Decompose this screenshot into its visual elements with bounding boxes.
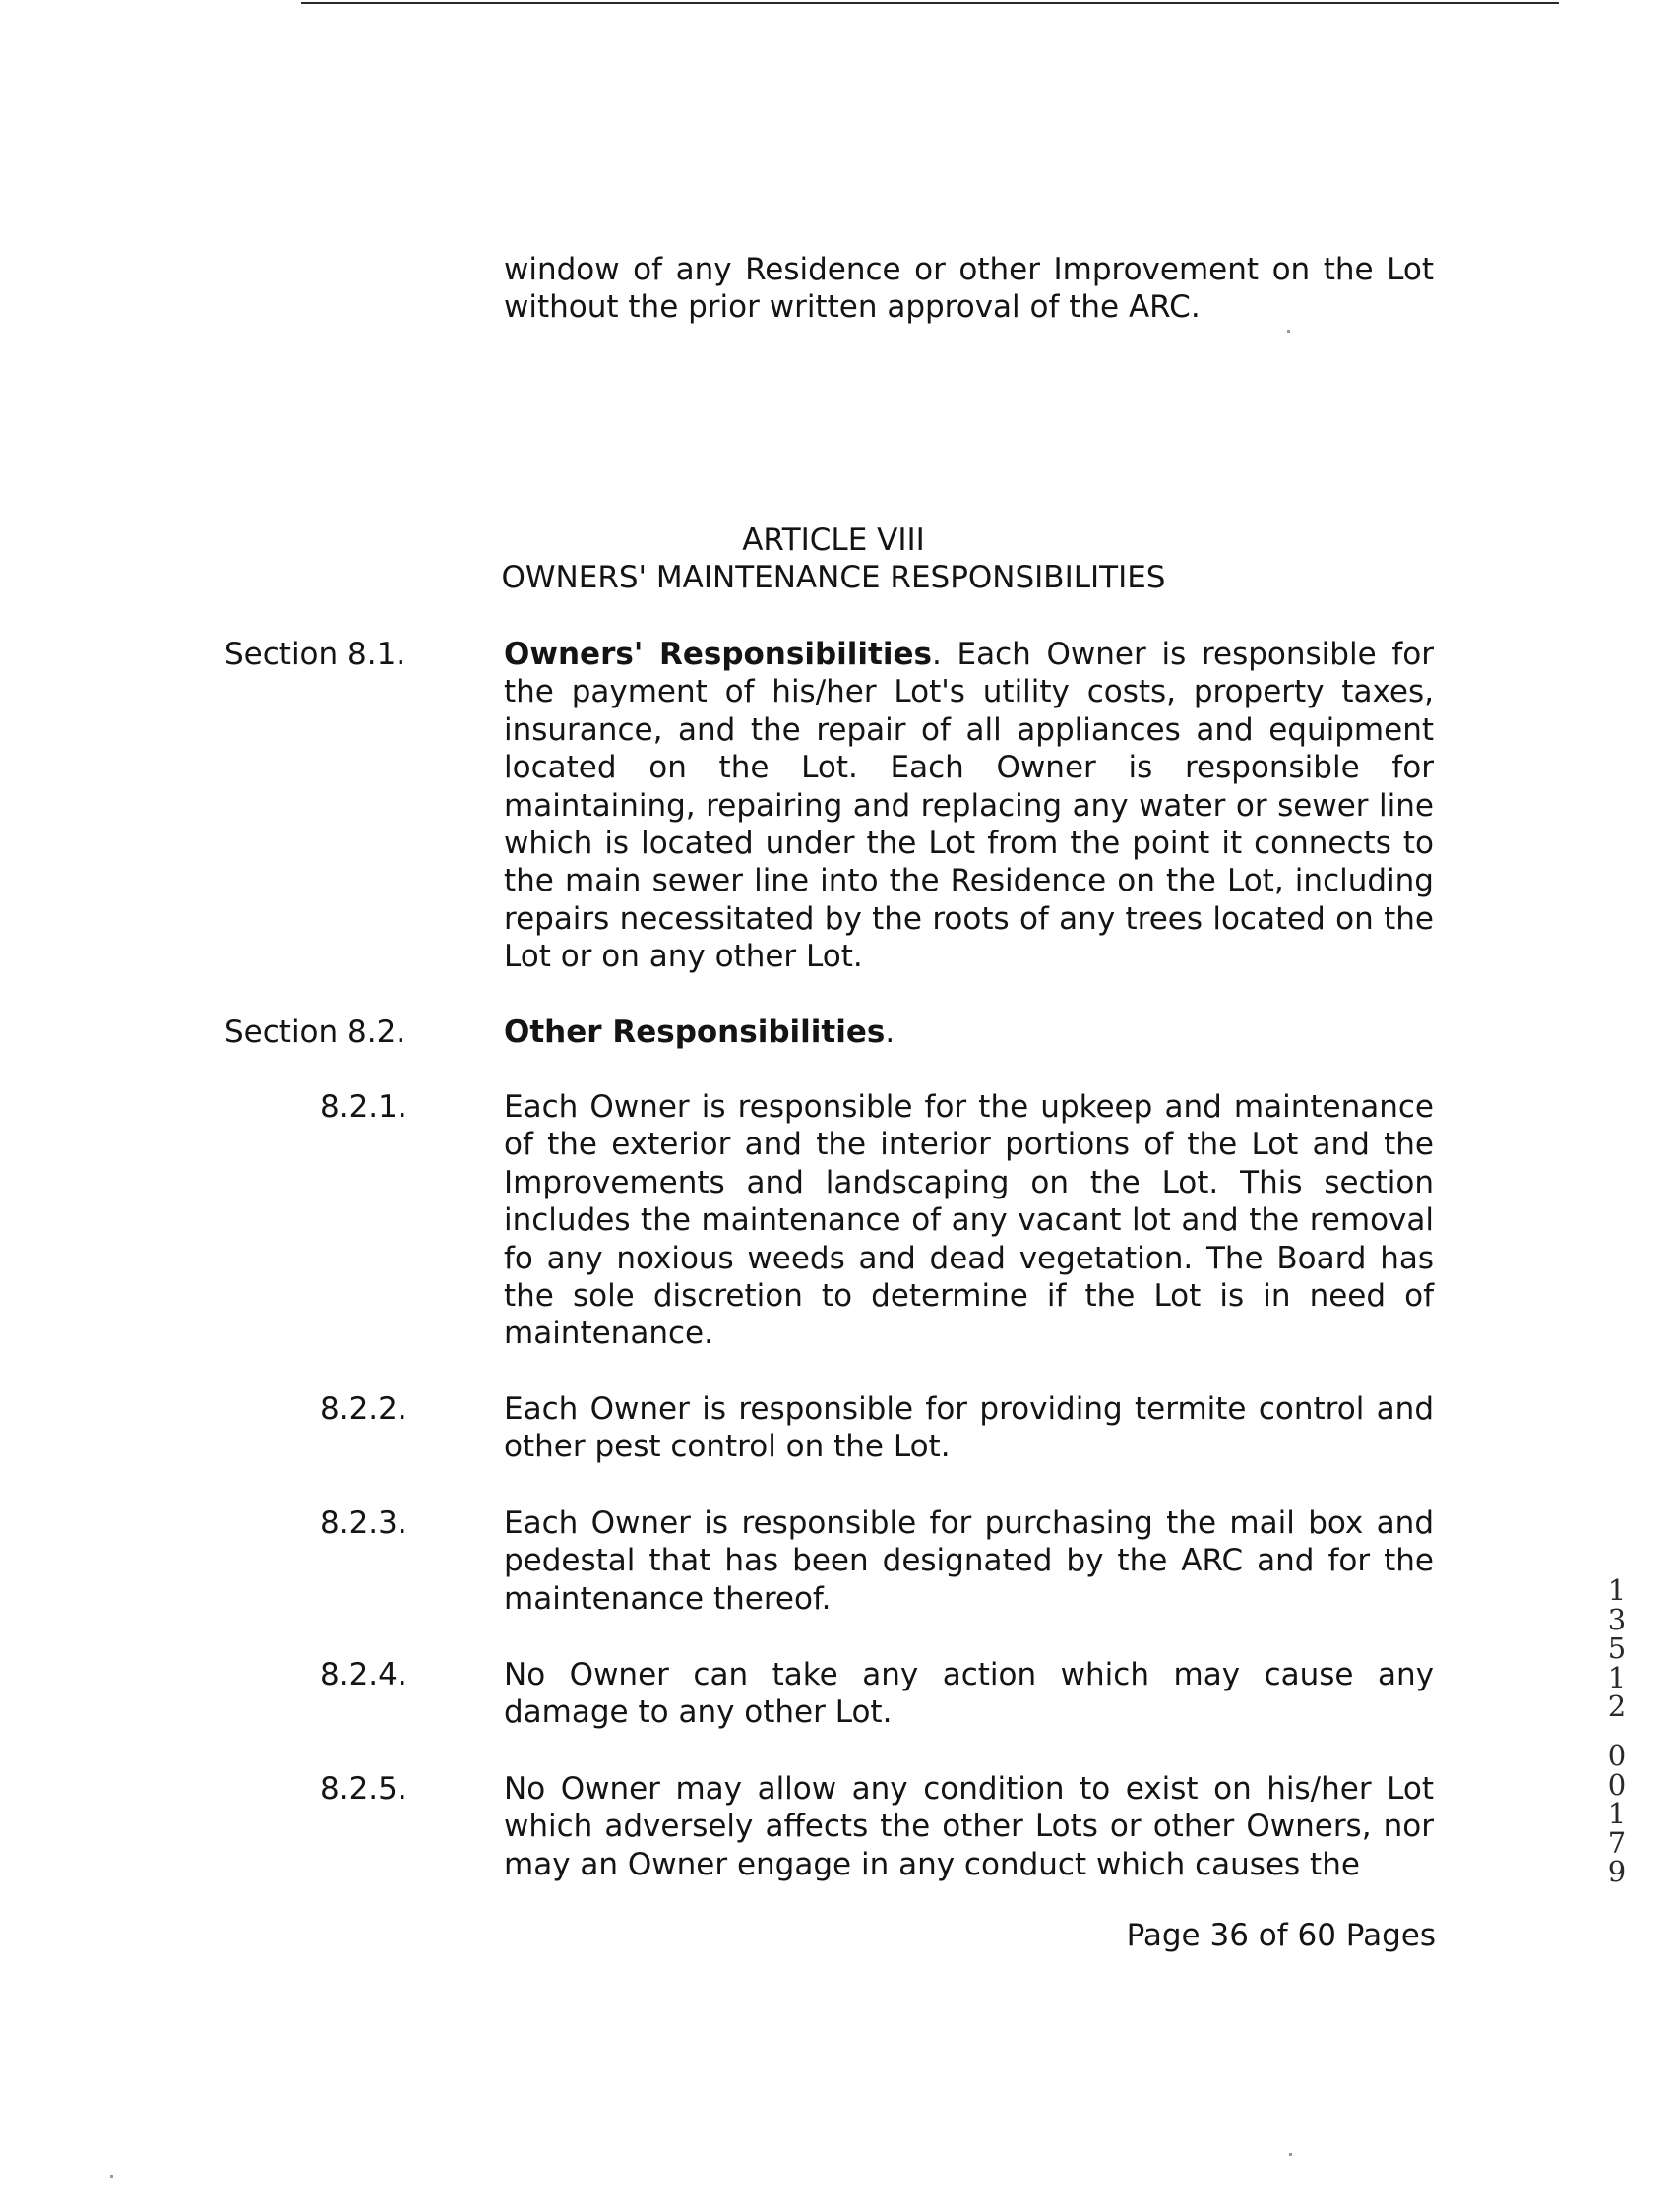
subsection-label: 8.2.5. — [320, 1771, 407, 1807]
section-label: Section 8.1. — [224, 637, 406, 672]
stamp-digit: 1 — [1607, 1573, 1627, 1607]
page-number: Page 36 of 60 Pages — [1126, 1918, 1436, 1953]
section-title: Other Responsibilities — [504, 1014, 886, 1050]
section-label: Section 8.2. — [224, 1014, 406, 1050]
section-title: Owners' Responsibilities — [504, 637, 932, 672]
stamp-digit: 2 — [1607, 1690, 1627, 1724]
stamp-digit: 9 — [1607, 1855, 1627, 1889]
scan-speck — [1289, 2153, 1292, 2156]
article-title: OWNERS' MAINTENANCE RESPONSIBILITIES — [501, 560, 1166, 595]
subsection-text: Each Owner is responsible for the upkeep and maintenance of the exterior and the interior portions of the Lot and the Improvements and landscaping on the Lot. This section includes the maintenance of any vacant lot and the removal fo any noxious weeds and dead vegetation. The Board has the sole discretion to determine if the Lot is in need of maintenance. — [504, 1089, 1434, 1352]
subsection-text: No Owner can take any action which may cause any damage to any other Lot. — [504, 1657, 1434, 1731]
subsection-label: 8.2.3. — [320, 1505, 407, 1541]
subsection-text: Each Owner is responsible for purchasing the mail box and pedestal that has been designated by the ARC and for the maintenance thereof. — [504, 1505, 1434, 1617]
stamp-digit: 1 — [1607, 1797, 1627, 1831]
subsection-label: 8.2.1. — [320, 1089, 407, 1125]
article-number: ARTICLE VIII — [742, 522, 925, 558]
scan-speck — [110, 2175, 113, 2178]
subsection-text: Each Owner is responsible for providing termite control and other pest control on the Lot. — [504, 1391, 1434, 1465]
top-border-line — [301, 2, 1559, 4]
section-paragraph — [504, 636, 1434, 976]
subsection-text: No Owner may allow any condition to exist on his/her Lot which adversely affects the other Lots or other Owners, nor may an Owner engage in any conduct which causes the — [504, 1771, 1434, 1882]
scan-speck — [1287, 330, 1290, 333]
opening-paragraph: window of any Residence or other Improvement on the Lot without the prior written approval of the ARC. — [504, 252, 1434, 326]
section-text: . Each Owner is responsible for the payment of his/her Lot's utility costs, property taxes, insurance, and the repair of all appliances and equipment located on the Lot. Each Owner is responsible for maintaining, repairing and replacing any water or sewer line which is located under the Lot from the point it connects to the main sewer line into the Residence on the Lot, including repairs necessitated by the roots of any trees located on the Lot or on any other Lot. — [504, 637, 1434, 975]
subsection-label: 8.2.4. — [320, 1657, 407, 1692]
section-paragraph — [504, 1014, 1434, 1051]
stamp-digit: 1 — [1607, 1660, 1627, 1694]
stamp-digit: 0 — [1607, 1738, 1627, 1772]
stamp-digit: 0 — [1607, 1767, 1627, 1802]
stamp-digit: 3 — [1607, 1602, 1627, 1636]
section-text: . — [885, 1014, 895, 1050]
subsection-label: 8.2.2. — [320, 1391, 407, 1427]
stamp-digit: 5 — [1607, 1631, 1627, 1666]
stamp-digit: 7 — [1607, 1825, 1627, 1860]
recording-stamp — [1602, 1573, 1632, 1889]
